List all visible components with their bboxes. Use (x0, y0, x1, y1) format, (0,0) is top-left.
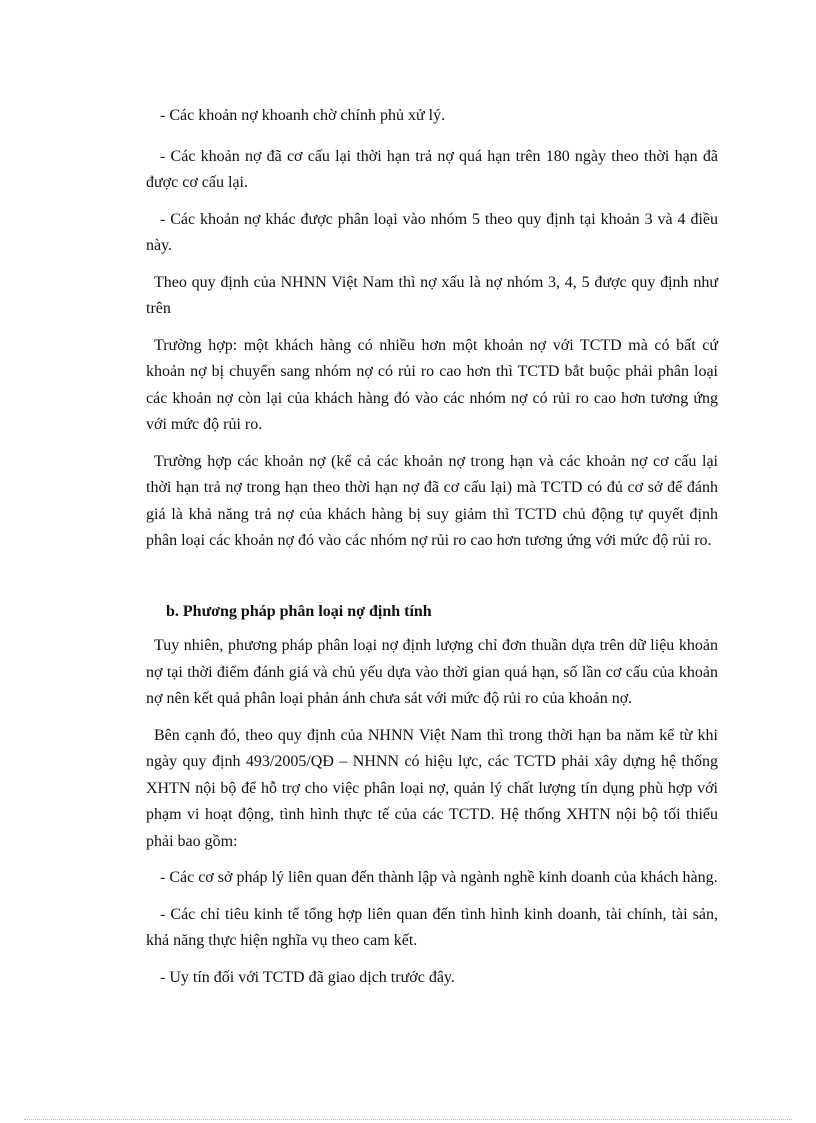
paragraph: - Các khoản nợ đã cơ cấu lại thời hạn trả nợ quá hạn trên 180 ngày theo thời hạn đã được cơ cấu lại. (146, 147, 718, 191)
paragraph: - Các khoản nợ khác được phân loại vào nhóm 5 theo quy định tại khoản 3 và 4 điều này. (146, 210, 718, 254)
paragraph: Theo quy định của NHNN Việt Nam thì nợ xấu là nợ nhóm 3, 4, 5 được quy định như trên (146, 273, 718, 317)
paragraph: Bên cạnh đó, theo quy định của NHNN Việt Nam thì trong thời hạn ba năm kể từ khi ngày quy định 493/2005/QĐ – NHNN có hiệu lực, các TCTD phải xây dựng hệ thống XHTN nội bộ để hỗ trợ cho việc phân loại nợ, quản lý chất lượng tín dụng phù hợp với phạm vi hoạt động, tình hình thực tế của các TCTD. Hệ thống XHTN nội bộ tối thiểu phải bao gồm: (146, 726, 718, 850)
section-heading: b. Phương pháp phân loại nợ định tính (166, 602, 432, 620)
paragraph: Tuy nhiên, phương pháp phân loại nợ định lượng chỉ đơn thuần dựa trên dữ liệu khoản nợ tại thời điểm đánh giá và chủ yếu dựa vào thời gian quá hạn, số lần cơ cấu của khoản nợ nên kết quả phân loại phản ánh chưa sát với mức độ rủi ro của khoản nợ. (146, 637, 718, 707)
paragraph: - Các cơ sở pháp lý liên quan đến thành lập và ngành nghề kinh doanh của khách hàng. (160, 869, 718, 886)
paragraph: - Các khoản nợ khoanh chờ chính phủ xử lý. (160, 107, 446, 124)
document-body (146, 103, 718, 1001)
paragraph: Trường hợp: một khách hàng có nhiều hơn một khoản nợ với TCTD mà có bất cứ khoản nợ bị chuyển sang nhóm nợ có rủi ro cao hơn thì TCTD bắt buộc phải phân loại các khoản nợ còn lại của khách hàng đó vào các nhóm nợ có rủi ro cao hơn tương ứng với mức độ rủi ro. (146, 336, 718, 433)
paragraph: - Các chỉ tiêu kinh tế tổng hợp liên quan đến tình hình kinh doanh, tài chính, tài sản, khả năng thực hiện nghĩa vụ theo cam kết. (146, 905, 718, 949)
paragraph: - Uy tín đối với TCTD đã giao dịch trước đây. (160, 968, 455, 986)
page-bottom-divider (24, 1119, 792, 1120)
paragraph: Trường hợp các khoản nợ (kể cả các khoản nợ trong hạn và các khoản nợ cơ cấu lại thời hạn trả nợ trong hạn theo thời hạn nợ đã cơ cấu lại) mà TCTD có đủ cơ sở để đánh giá là khả năng trả nợ của khách hàng bị suy giảm thì TCTD chủ động tự quyết định phân loại các khoản nợ đó vào các nhóm nợ rủi ro cao hơn tương ứng với mức độ rủi ro. (146, 452, 718, 549)
